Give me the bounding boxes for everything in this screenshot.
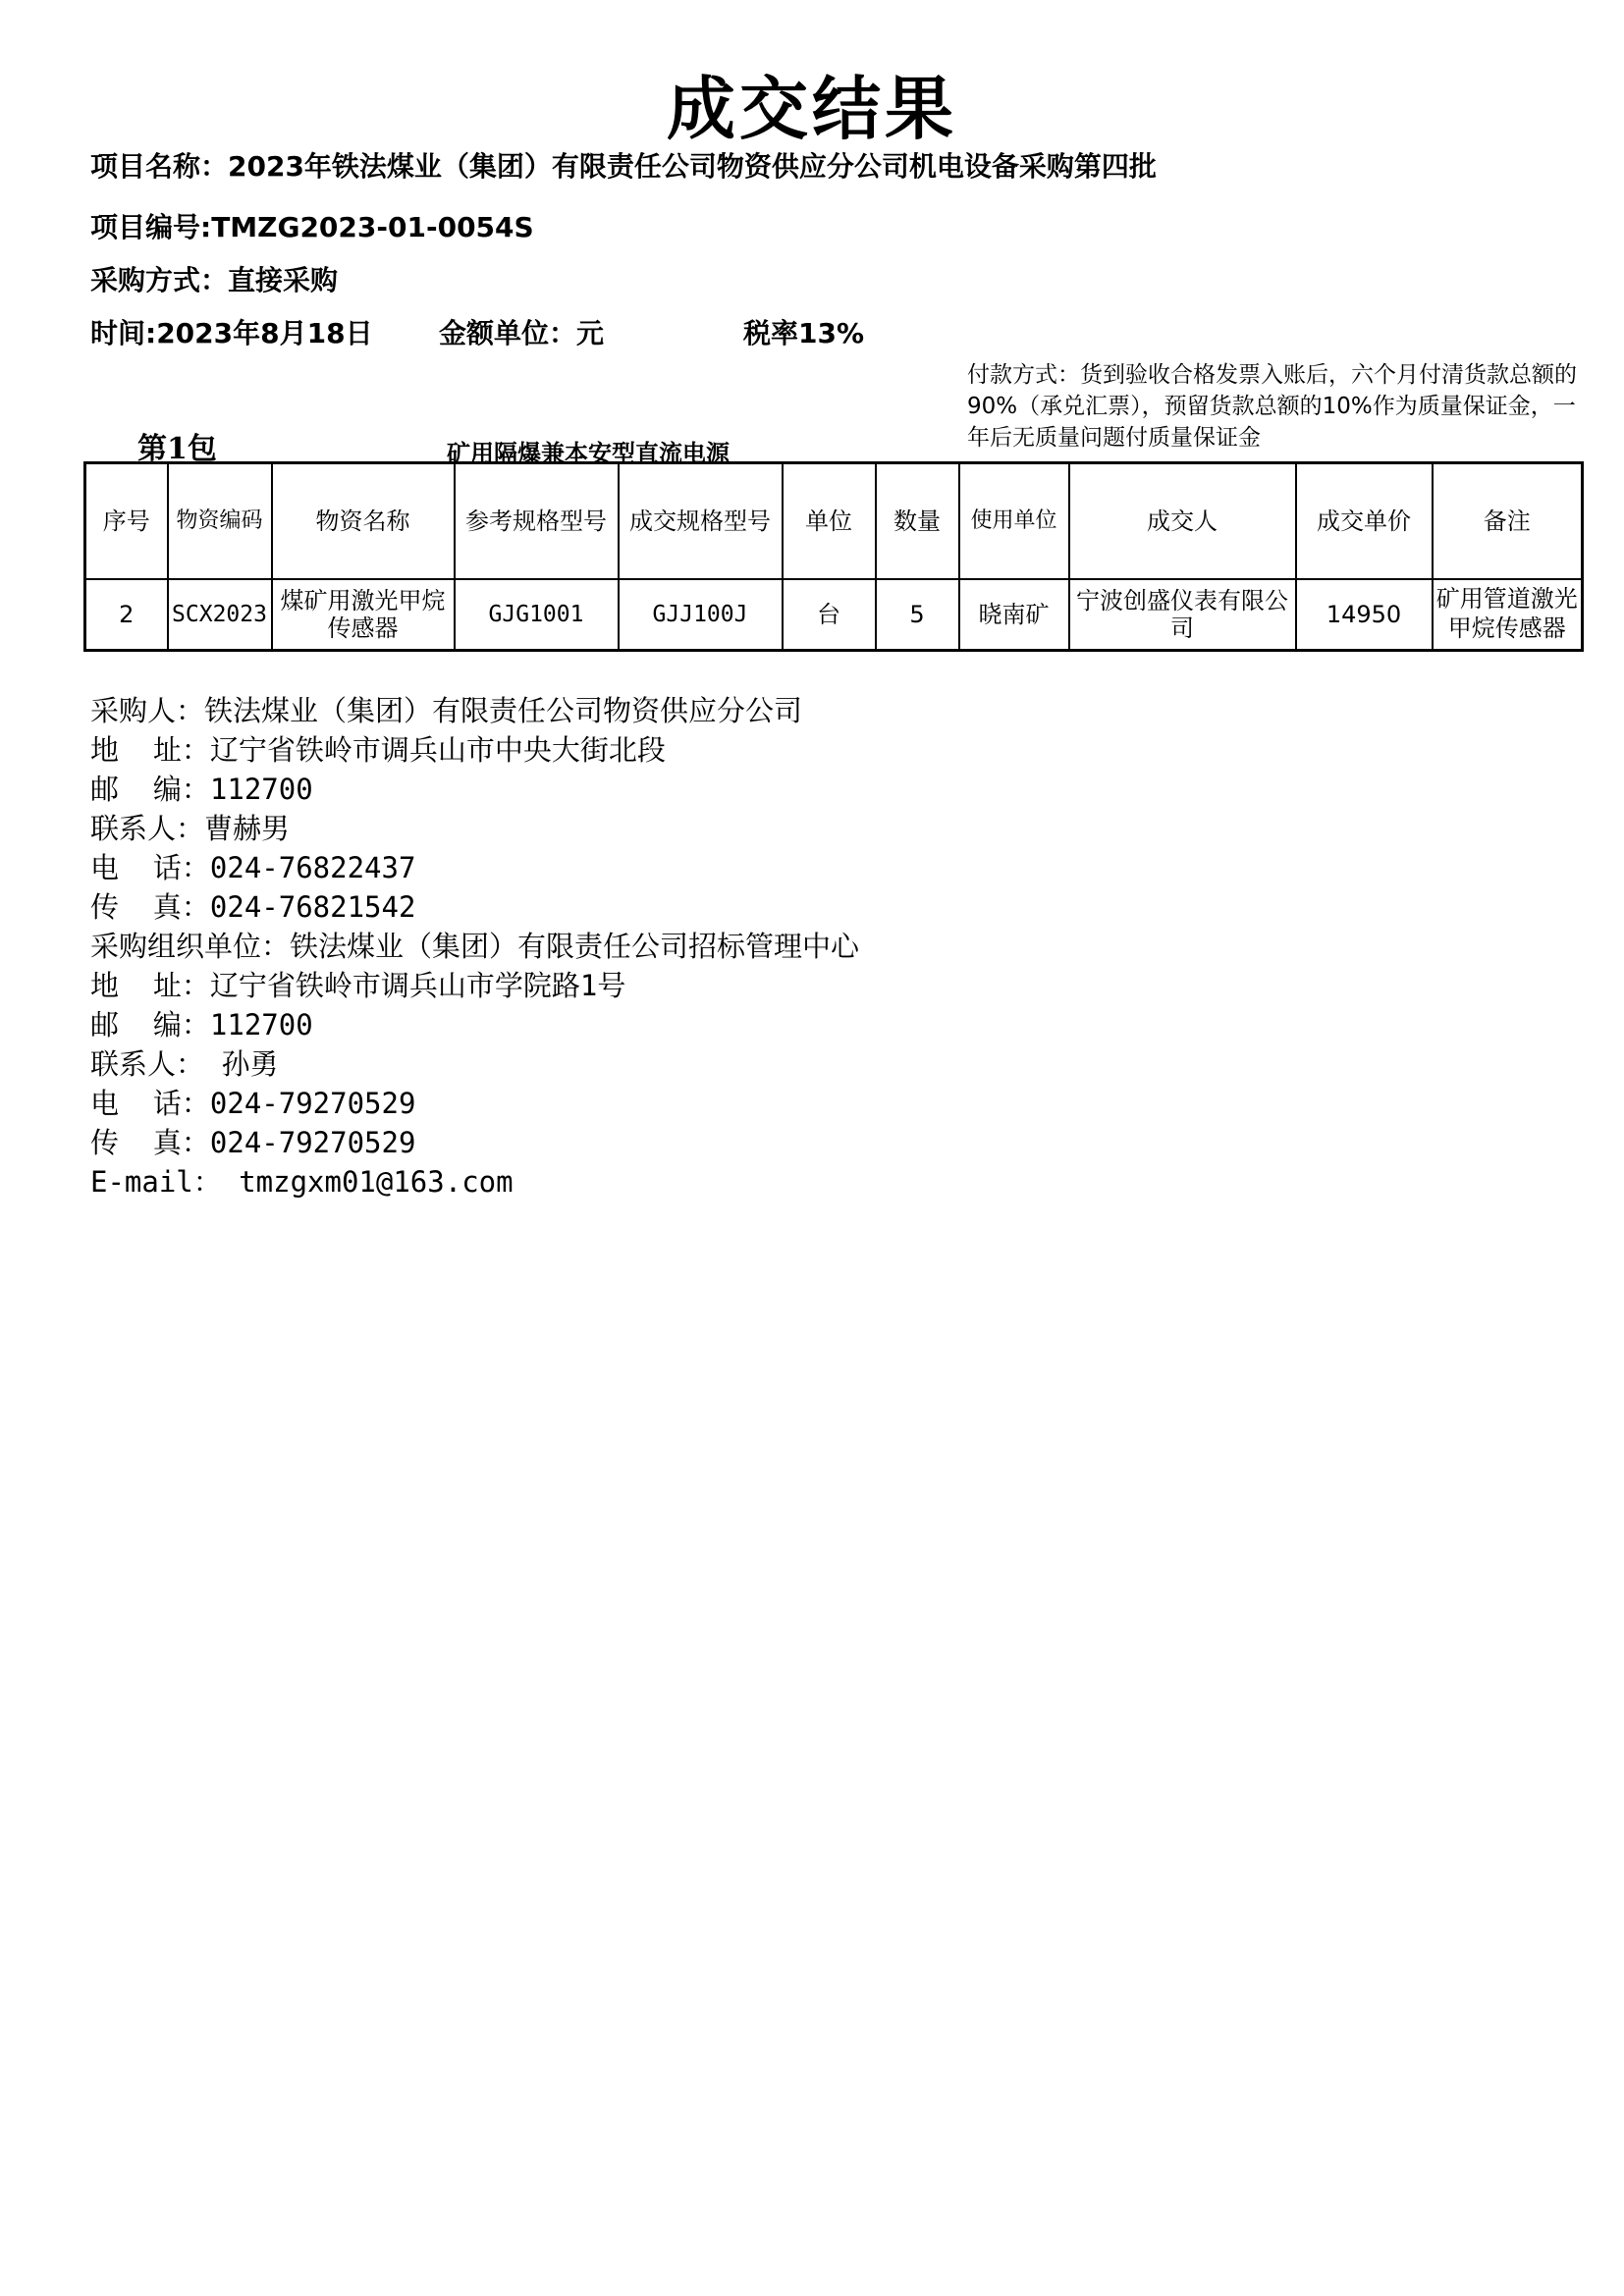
contact-email-line: E-mail： tmzgxm01@163.com [90, 1165, 514, 1199]
payment-terms: 付款方式：货到验收合格发票入账后，六个月付清货款总额的90%（承兑汇票），预留货款总额的10%作为质量保证金，一年后无质量问题付质量保证金 [967, 362, 1577, 451]
result-table [83, 461, 1584, 652]
package-label: 第1包 [137, 432, 217, 466]
contact-line: 地 址：辽宁省铁岭市调兵山市中央大街北段 [90, 733, 666, 767]
table-row [85, 579, 1583, 651]
header-cell: 参考规格型号 [455, 463, 619, 580]
cell-quantity: 5 [876, 579, 959, 651]
cell-user-unit: 晓南矿 [959, 579, 1069, 651]
header-cell: 物资编码 [168, 463, 272, 580]
header-cell: 数量 [876, 463, 959, 580]
date-text: 时间:2023年8月18日 [90, 317, 373, 349]
amount-unit-text: 金额单位：元 [439, 317, 605, 349]
header-cell: 物资名称 [272, 463, 455, 580]
cell-seq: 2 [85, 579, 168, 651]
header-cell: 单位 [783, 463, 876, 580]
contact-line: 联系人： 孙勇 [90, 1047, 279, 1081]
header-cell: 成交人 [1069, 463, 1296, 580]
header-cell: 序号 [85, 463, 168, 580]
contact-line: 采购组织单位：铁法煤业（集团）有限责任公司招标管理中心 [90, 930, 860, 963]
contact-line: 传 真：024-79270529 [90, 1126, 416, 1159]
cell-unit: 台 [783, 579, 876, 651]
contact-line: 邮 编：112700 [90, 1008, 313, 1041]
remark-text: 矿用管道激光甲烷传感器 [1435, 585, 1578, 642]
header-cell: 备注 [1433, 463, 1583, 580]
contact-line: 邮 编：112700 [90, 773, 313, 806]
cell-unit-price: 14950 [1296, 579, 1433, 651]
document-title: 成交结果 [667, 69, 957, 149]
contact-block [90, 691, 859, 1201]
contact-line: 电 话：024-76822437 [90, 851, 416, 884]
contact-line: 采购人：铁法煤业（集团）有限责任公司物资供应分公司 [90, 694, 803, 727]
contact-line: 传 真：024-76821542 [90, 890, 416, 924]
cell-remark [1433, 579, 1583, 651]
contact-line: 电 话：024-79270529 [90, 1087, 416, 1120]
project-number-line: 项目编号:TMZG2023-01-0054S [90, 211, 534, 243]
header-cell: 成交单价 [1296, 463, 1433, 580]
project-name-line: 项目名称：2023年铁法煤业（集团）有限责任公司物资供应分公司机电设备采购第四批 [90, 150, 1157, 183]
cell-deal-spec: GJJ100J [619, 579, 783, 651]
table-header-row [85, 463, 1583, 580]
tax-rate-text: 税率13% [743, 317, 865, 349]
contact-line: 地 址：辽宁省铁岭市调兵山市学院路1号 [90, 969, 626, 1002]
cell-vendor: 宁波创盛仪表有限公司 [1069, 579, 1296, 651]
header-cell: 使用单位 [959, 463, 1069, 580]
procurement-method-line: 采购方式：直接采购 [90, 264, 339, 296]
cell-material-code: SCX2023 [168, 579, 272, 651]
package-name: 矿用隔爆兼本安型直流电源 [447, 440, 730, 467]
cell-material-name: 煤矿用激光甲烷传感器 [272, 579, 455, 651]
header-cell: 成交规格型号 [619, 463, 783, 580]
cell-ref-spec: GJG1001 [455, 579, 619, 651]
contact-line: 联系人：曹赫男 [90, 812, 291, 845]
